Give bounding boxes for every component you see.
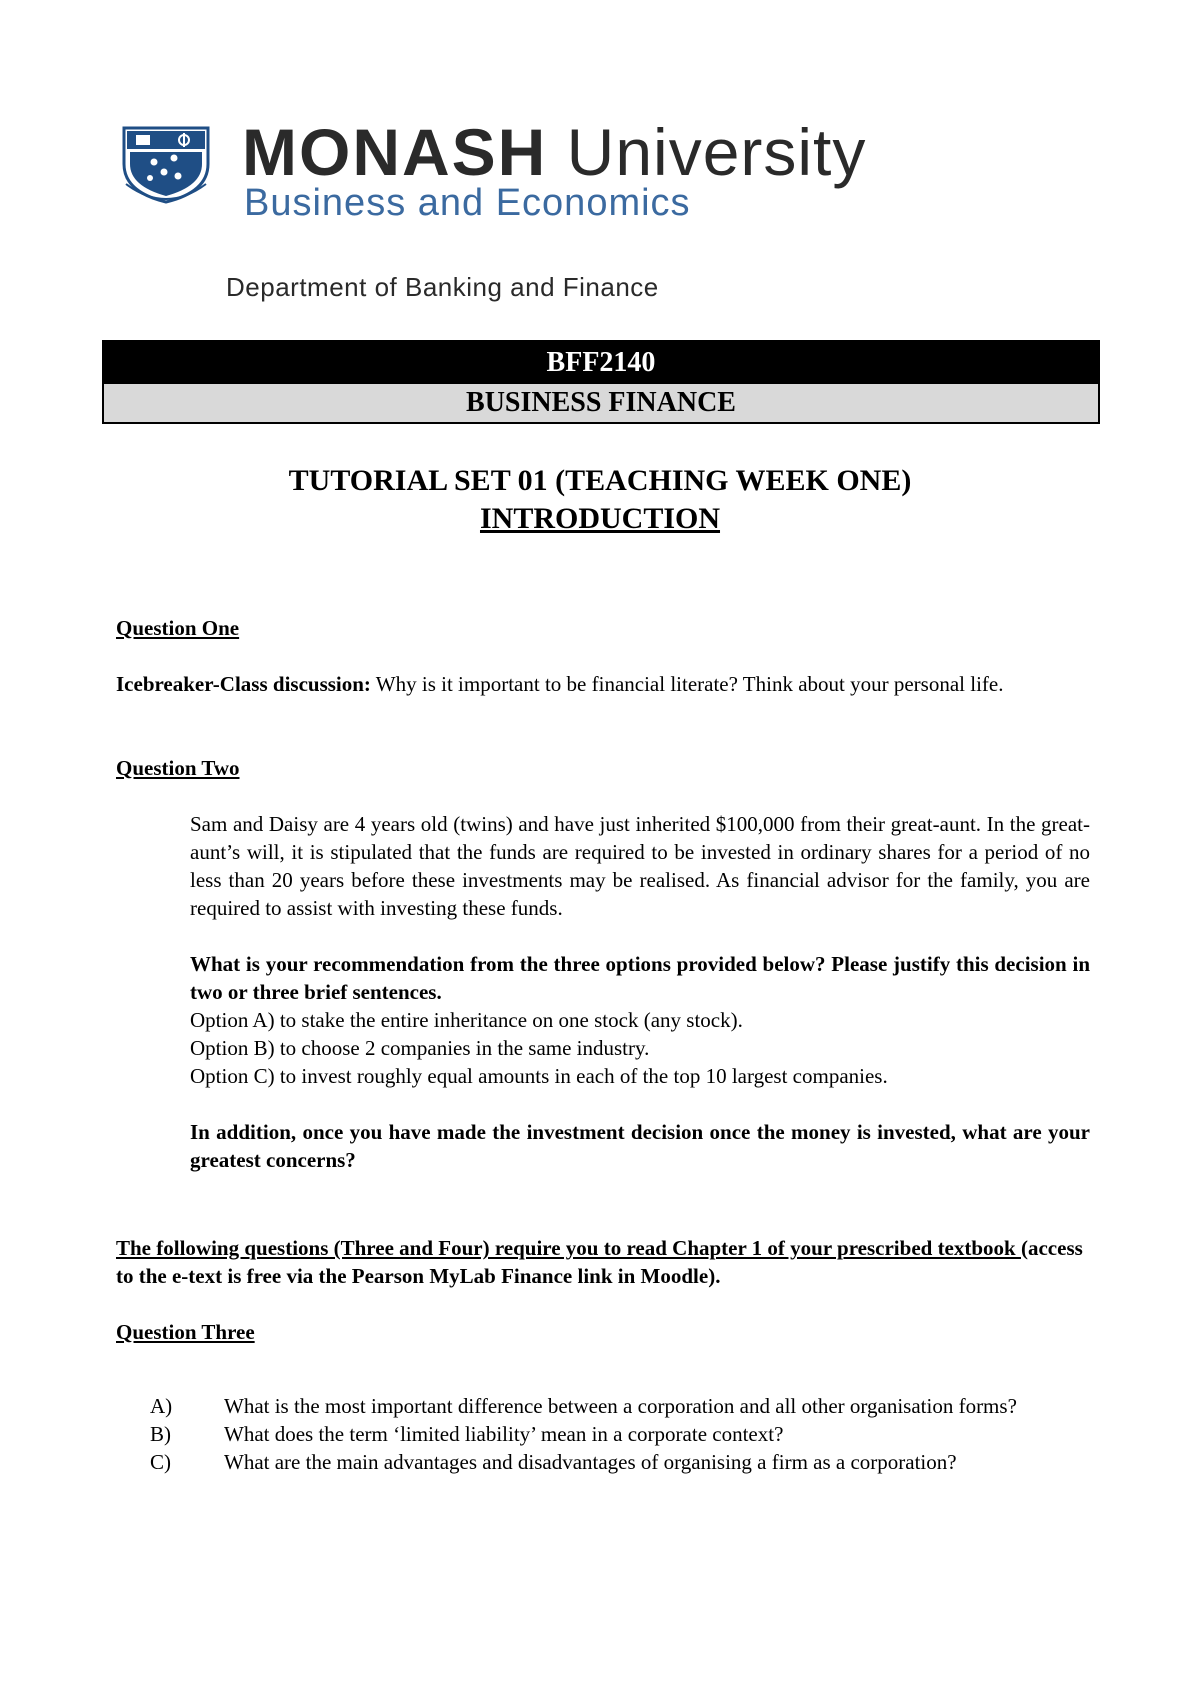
- tutorial-subtitle: INTRODUCTION: [479, 502, 721, 535]
- tutorial-title: TUTORIAL SET 01 (TEACHING WEEK ONE): [288, 464, 912, 497]
- university-logo: [118, 115, 1068, 230]
- list-item: [150, 1420, 1090, 1448]
- reading-note-underlined: The following questions (Three and Four) require you to read Chapter 1 of your prescribed textbook: [116, 1236, 1021, 1260]
- question-one-lead: Icebreaker-Class discussion:: [116, 672, 371, 696]
- list-item: [150, 1448, 1090, 1476]
- monash-crest-icon: [118, 124, 214, 204]
- question-two-options: [190, 1006, 1090, 1090]
- reading-note-rest: (access to the e-text is free via the Pearson MyLab Finance link in Moodle).: [116, 1236, 1083, 1288]
- question-one-body: Why is it important to be financial literate? Think about your personal life.: [370, 672, 1004, 696]
- question-one-heading: Question One: [116, 616, 240, 640]
- question-two-scenario: Sam and Daisy are 4 years old (twins) and have just inherited $100,000 from their great-aunt. In the great-aunt’s will, it is stipulated that the funds are required to be invested in ordinary shares for a period of no less than 20 years before these investments may be realised. As financial advisor for the family, you are required to assist with investing these funds.: [190, 812, 1090, 920]
- question-two-followup: In addition, once you have made the investment decision once the money is invested, what are your greatest concerns?: [190, 1120, 1090, 1172]
- option-a: Option A) to stake the entire inheritance on one stock (any stock).: [190, 1008, 743, 1032]
- question-one-text: [116, 670, 1090, 698]
- question-two-prompt: What is your recommendation from the three options provided below? Please justify this decision in two or three brief sentences.: [190, 952, 1090, 1004]
- course-name: BUSINESS FINANCE: [104, 384, 1098, 422]
- reading-note: [116, 1234, 1090, 1290]
- item-letter: B): [150, 1422, 171, 1446]
- option-c: Option C) to invest roughly equal amounts in each of the top 10 largest companies.: [190, 1064, 888, 1088]
- list-item: [150, 1392, 1090, 1420]
- university-wordmark: MONASH University: [242, 115, 867, 189]
- question-three-heading: Question Three: [116, 1320, 255, 1344]
- item-letter: A): [150, 1394, 173, 1418]
- item-text: What are the main advantages and disadvantages of organising a firm as a corporation?: [224, 1450, 957, 1474]
- course-banner: [102, 340, 1100, 424]
- department-name: Department of Banking and Finance: [226, 272, 659, 302]
- question-two-heading: Question Two: [116, 756, 240, 780]
- option-b: Option B) to choose 2 companies in the same industry.: [190, 1036, 650, 1060]
- item-letter: C): [150, 1450, 171, 1474]
- question-three-list: [150, 1392, 1090, 1476]
- course-code: BFF2140: [104, 342, 1098, 384]
- item-text: What is the most important difference between a corporation and all other organisation forms?: [224, 1394, 1017, 1418]
- faculty-name: Business and Economics: [244, 182, 691, 224]
- item-text: What does the term ‘limited liability’ mean in a corporate context?: [224, 1422, 784, 1446]
